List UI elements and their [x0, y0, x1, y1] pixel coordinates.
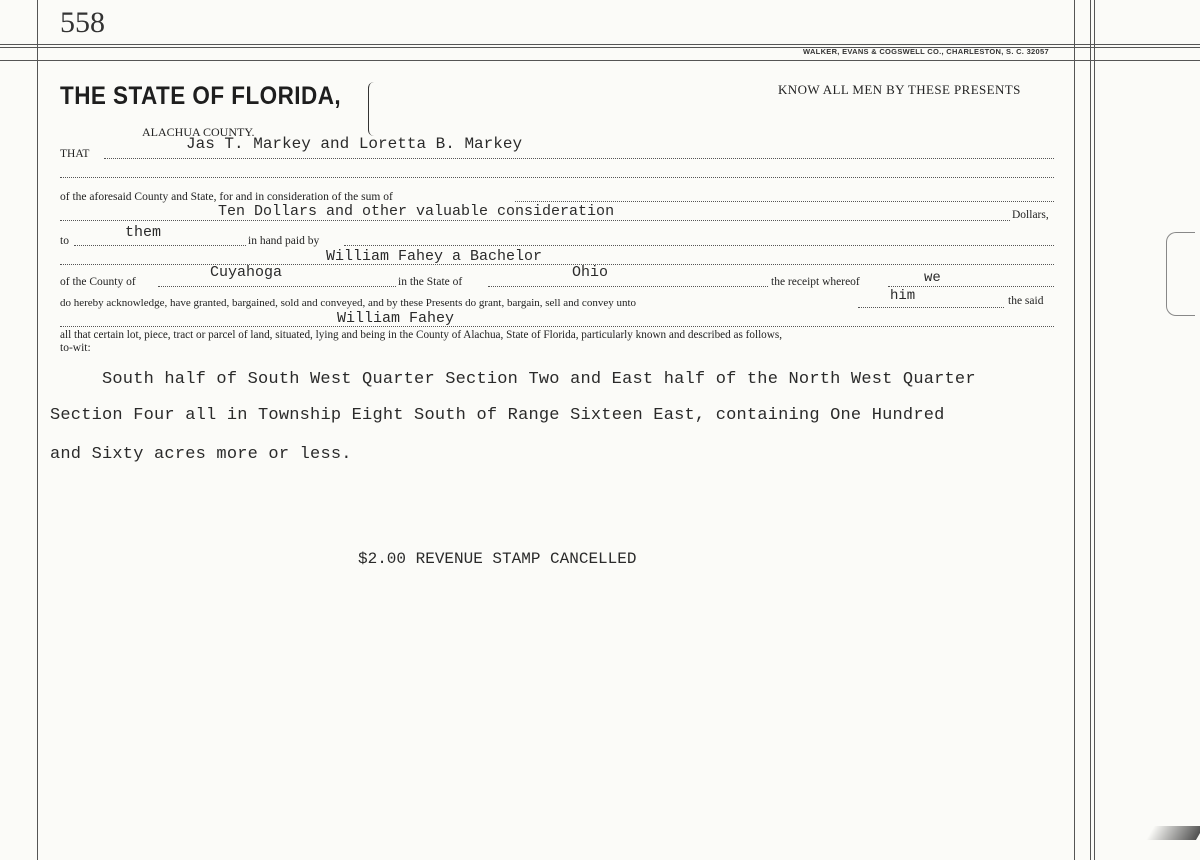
top-rule [0, 44, 1200, 45]
blank-line [60, 177, 1054, 178]
grantee-state-text: Ohio [572, 264, 609, 281]
acknowledge-label: do hereby acknowledge, have granted, bargained, sold and conveyed, and by these Presents do grant, bargain, sell and convey unto [60, 297, 637, 309]
paid-by-line [344, 245, 1054, 246]
to-line [74, 245, 246, 246]
consideration-line-2 [60, 220, 1010, 221]
header-rule [0, 60, 1200, 61]
convey-unto-text: him [890, 288, 916, 304]
revenue-stamp-note: $2.00 REVENUE STAMP CANCELLED [358, 550, 637, 568]
consideration-line-1 [515, 201, 1054, 202]
county-label: ALACHUA COUNTY. [142, 125, 255, 139]
legal-description-line-2: Section Four all in Township Eight South of Range Sixteen East, containing One Hundred [50, 406, 945, 425]
grantee-name-line [60, 326, 1054, 327]
to-label: to [60, 235, 69, 247]
dollars-label: Dollars, [1012, 209, 1049, 221]
in-hand-label: in hand paid by [248, 235, 320, 247]
right-margin-rule [1074, 0, 1075, 860]
grantors-text: Jas T. Markey and Loretta B. Markey [186, 135, 523, 153]
printer-imprint: WALKER, EVANS & COGSWELL CO., CHARLESTON, S. C. 32057 [803, 47, 1049, 56]
grantee-full-text: William Fahey a Bachelor [326, 248, 543, 265]
county-of-label: of the County of [60, 276, 136, 288]
consideration-amount: Ten Dollars and other valuable consideration [218, 203, 615, 220]
state-line [488, 286, 768, 287]
edge-smudge [1146, 826, 1200, 840]
left-margin-rule [37, 0, 38, 860]
receipt-party-text: we [924, 270, 941, 286]
legal-description-line-1: South half of South West Quarter Section Two and East half of the North West Quarter [102, 370, 976, 389]
to-wit-label: to-wit: [60, 342, 91, 354]
convey-unto-line [858, 307, 1004, 308]
brace-mark [368, 82, 375, 136]
receipt-line [888, 286, 1054, 287]
binder-tab-mark [1166, 232, 1195, 316]
lot-description-label: all that certain lot, piece, tract or parcel of land, situated, lying and being in the County of Alachua, State of Florida, particularly known and described as follows, [60, 329, 783, 341]
paid-to-text: them [125, 224, 162, 241]
page-number: 558 [60, 6, 105, 39]
state-of-label: in the State of [398, 276, 463, 288]
the-said-label: the said [1008, 295, 1044, 307]
receipt-label: the receipt whereof [771, 276, 860, 288]
grantee-county-text: Cuyahoga [210, 264, 283, 281]
know-all-men-heading: KNOW ALL MEN BY THESE PRESENTS [778, 82, 1021, 97]
grantee-name-text: William Fahey [337, 310, 455, 327]
consideration-label: of the aforesaid County and State, for and in consideration of the sum of [60, 191, 393, 203]
grantor-line [104, 158, 1054, 159]
document-title: THE STATE OF FLORIDA, [60, 82, 342, 110]
county-line [158, 286, 396, 287]
right-margin-rule-3 [1094, 0, 1095, 860]
legal-description-line-3: and Sixty acres more or less. [50, 445, 352, 464]
right-margin-rule-2 [1090, 0, 1091, 860]
that-label: THAT [60, 148, 90, 160]
